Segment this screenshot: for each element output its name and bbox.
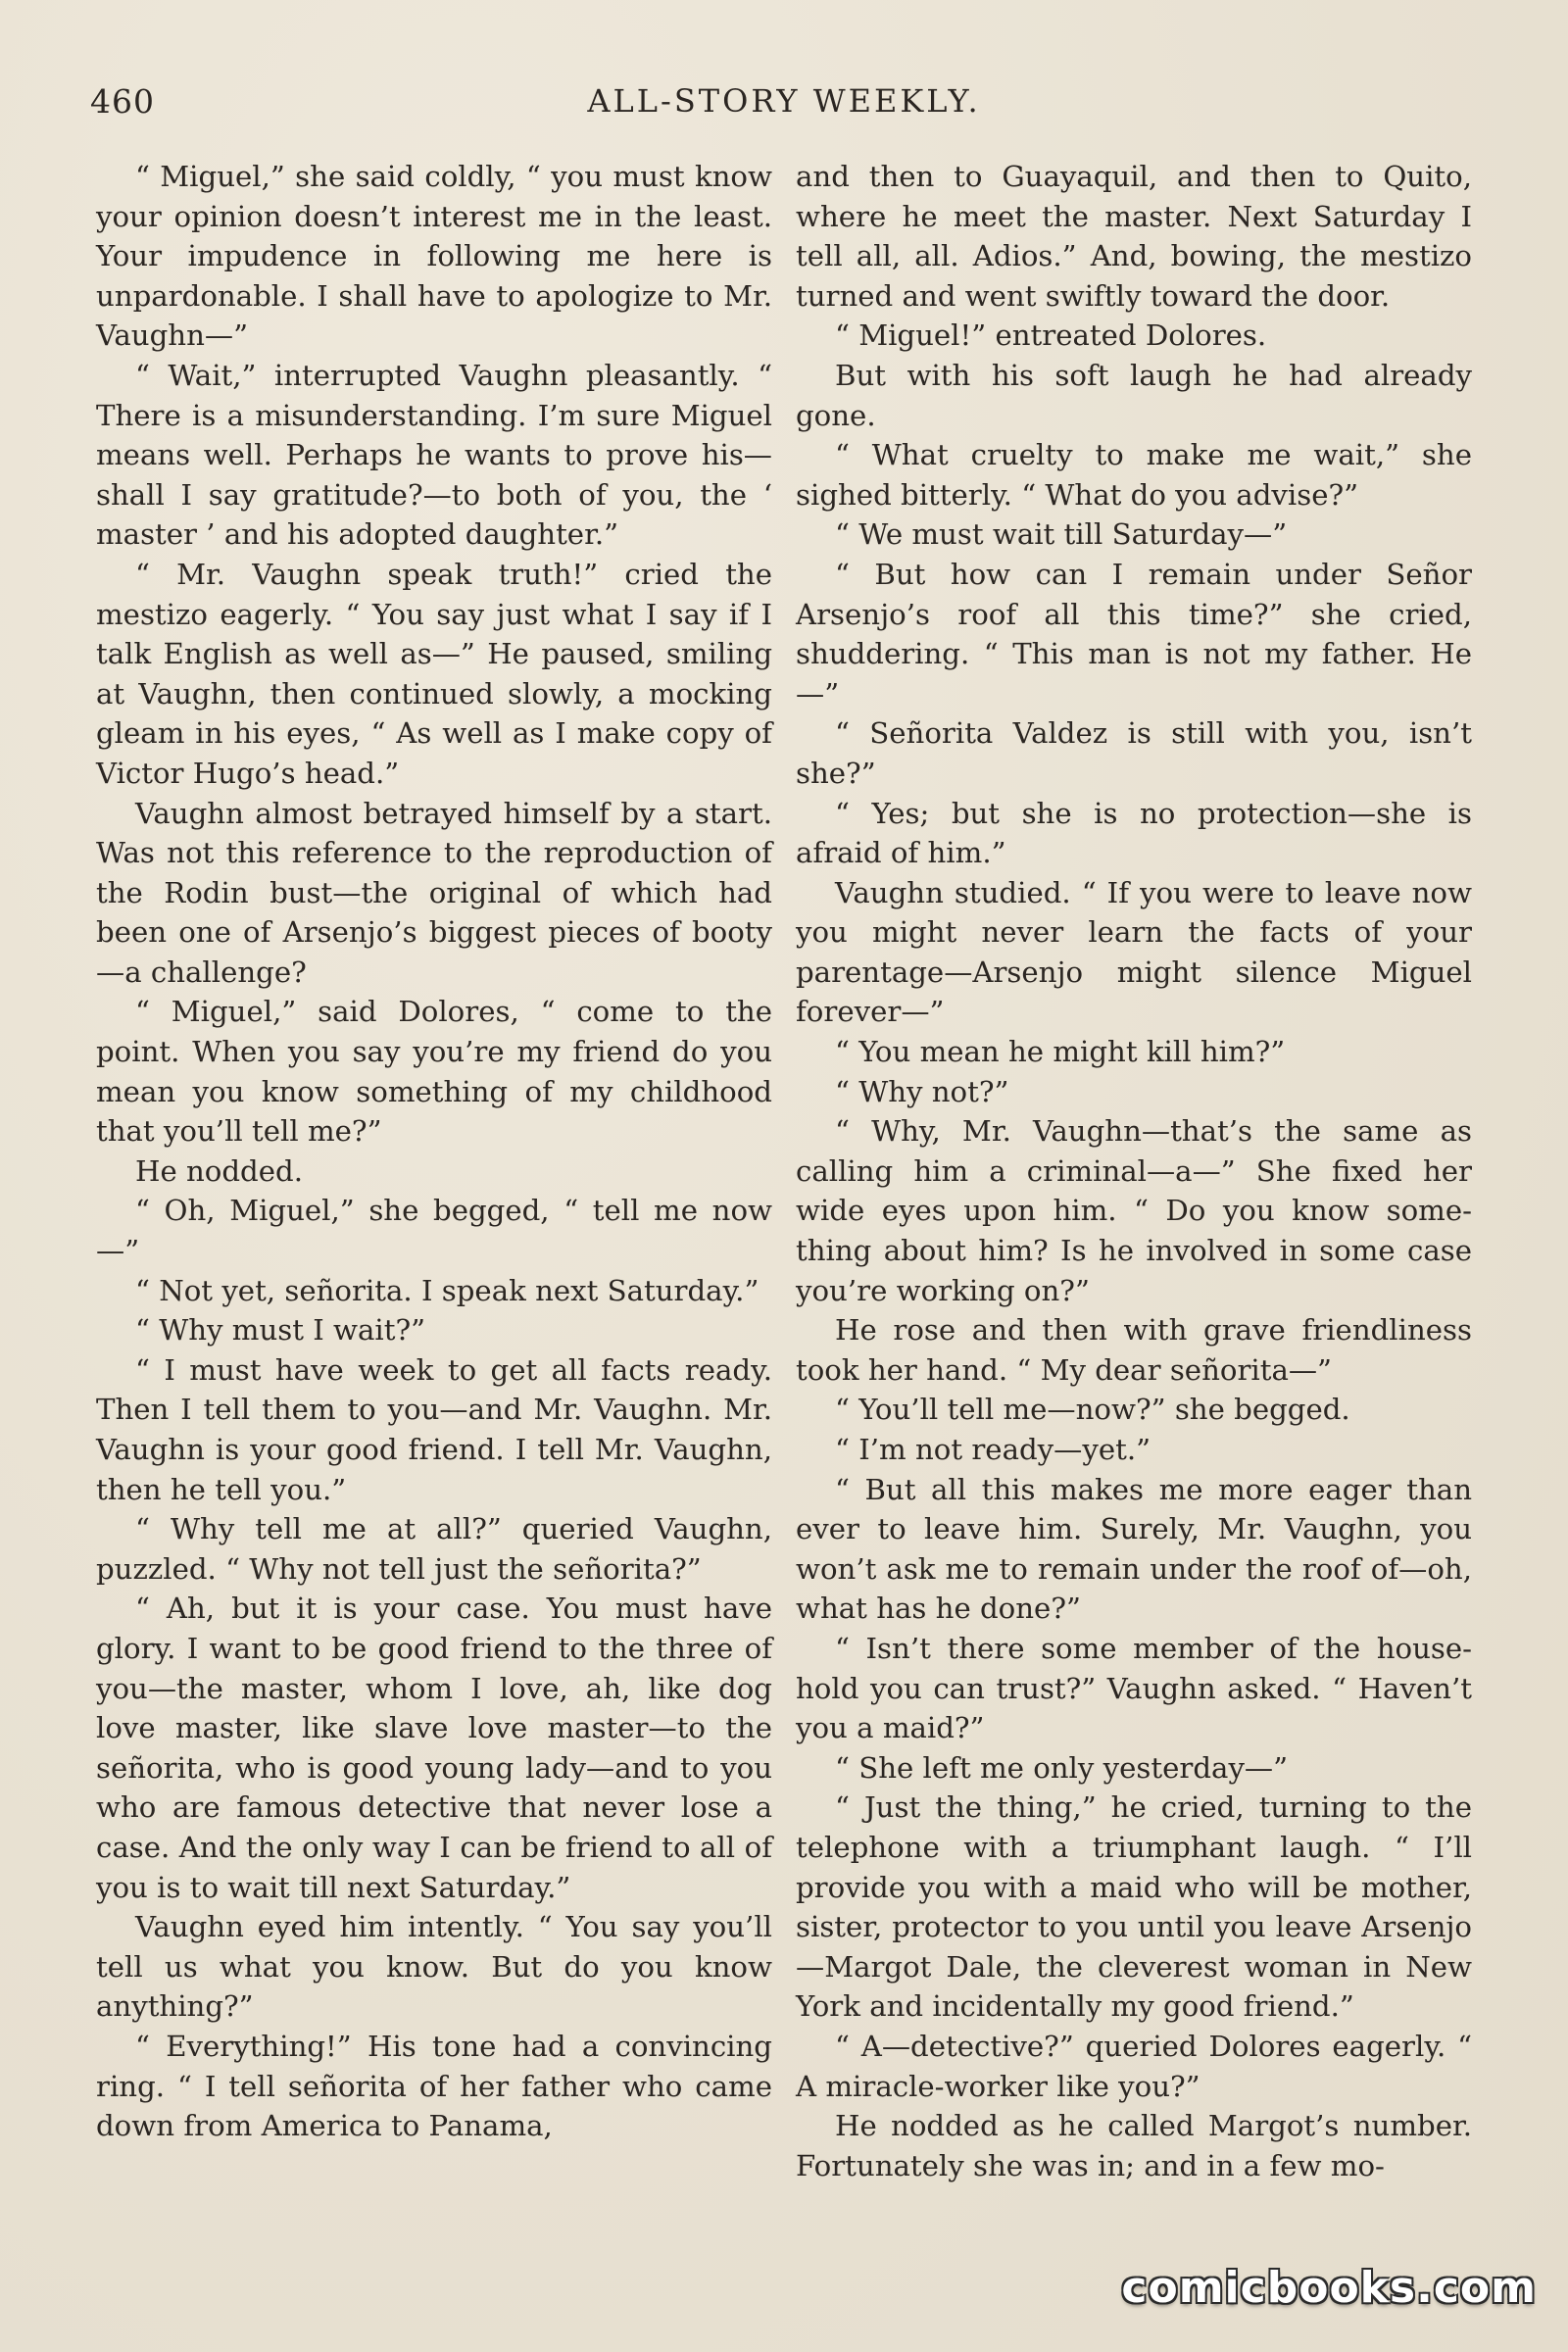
paragraph: “ Why tell me at all?” queried Vaughn, puzzled. “ Why not tell just the señorita?” [96,1512,772,1586]
paragraph: “ A—detective?” queried Dolores eagerly. “ A miracle-worker like you?” [796,2029,1472,2103]
paragraph: Vaughn almost betrayed himself by a start. Was not this reference to the reproduction of the Rodin bust—the original of which had been one of Arsenjo’s biggest pieces of booty—a challenge? [96,796,772,989]
left-column [96,157,772,2146]
page-number: 460 [90,82,155,121]
paragraph: “ But all this makes me more eager than ever to leave him. Surely, Mr. Vaughn, you won’t ask me to remain under the roof of—oh, what has he done?” [796,1472,1472,1626]
paragraph: “ Just the thing,” he cried, turning to the telephone with a triumphant laugh. “ I’ll provide you with a maid who will be mother, sister, protector to you until you leave Arsenjo—Margot Dale, the cleverest woman in New York and incidentally my good friend.” [796,1790,1472,2024]
paragraph: Vaughn eyed him intently. “ You say you’ll tell us what you know. But do you know anything?” [96,1910,772,2024]
paragraph: “ Miguel!” entreated Dolores. [835,318,1267,353]
paragraph: “ I’m not ready—yet.” [835,1433,1152,1466]
paragraph: He nodded. [135,1153,303,1188]
paragraph: “ We must wait till Saturday—” [835,517,1288,552]
paragraph: “ She left me only yesterday—” [835,1750,1289,1785]
paragraph: “ Wait,” interrupted Vaughn pleasantly. “ There is a misunderstanding. I’m sure Miguel means well. Perhaps he wants to prove his—shall I say gratitude?—to both of you, the ‘ master ’ and his adopted daughter.” [96,358,772,552]
paragraph: Vaughn studied. “ If you were to leave now you might never learn the facts of your parentage—Arsenjo might silence Miguel forever—” [796,875,1472,1029]
paragraph: “ Yes; but she is no protection—she is afraid of him.” [796,796,1472,870]
paragraph: “ Why must I wait?” [135,1313,426,1348]
paragraph: “ Isn’t there some member of the household you can trust?” Vaughn asked. “ Haven’t you a maid?” [796,1631,1472,1745]
paragraph: “ Mr. Vaughn speak truth!” cried the mestizo eagerly. “ You say just what I say if I talk English as well as—” He paused, smiling at Vaughn, then continued slowly, a mocking gleam in his eyes, “ As well as I make copy of Victor Hugo’s head.” [96,557,772,790]
paragraph: “ You mean he might kill him?” [835,1035,1286,1069]
paragraph: “ But how can I remain under Señor Arsenjo’s roof all this time?” she cried, shuddering. “ This man is not my father. He—” [796,557,1472,710]
paragraph: “ What cruelty to make me wait,” she sighed bitterly. “ What do you advise?” [796,438,1472,512]
paragraph: “ I must have week to get all facts ready. Then I tell them to you—and Mr. Vaughn. Mr. Vaughn is your good friend. I tell Mr. Vaughn, then he tell you.” [96,1352,772,1506]
paragraph: “ Miguel,” said Dolores, “ come to the point. When you say you’re my friend do you mean you know something of my childhood that you’ll tell me?” [96,995,772,1149]
watermark-logo: comicbooks.com [1121,2263,1537,2313]
paragraph: “ You’ll tell me—now?” she begged. [835,1393,1350,1427]
paragraph: He nodded as he called Margot’s number. Fortunately she was in; and in a few mo- [796,2109,1472,2182]
paragraph: “ Not yet, señorita. I speak next Saturday.” [135,1273,760,1307]
paragraph: But with his soft laugh he had already gone. [796,358,1472,432]
right-column [796,157,1472,2185]
paragraph: “ Miguel,” she said coldly, “ you must know your opinion doesn’t interest me in the least. Your impudence in following me here is unpardonable. I shall have to apologize to Mr. Vaughn—” [96,160,772,353]
paragraph: “ Why, Mr. Vaughn—that’s the same as calling him a criminal—a—” She fixed her wide eyes upon him. “ Do you know something about him? Is he involved in some case you’re working on?” [796,1114,1472,1307]
paragraph-continued: and then to Guayaquil, and then to Quito, where he meet the master. Next Saturday I tell all, all. Adios.” And, bowing, the mestizo turned and went swiftly toward the door. [796,160,1472,313]
paragraph: “ Why not?” [835,1074,1009,1108]
paragraph: “ Oh, Miguel,” she begged, “ tell me now—” [96,1194,772,1268]
paragraph: “ Señorita Valdez is still with you, isn’t she?” [796,716,1472,790]
running-head: ALL-STORY WEEKLY. [587,82,981,120]
paragraph: He rose and then with grave friendliness took her hand. “ My dear señorita—” [796,1313,1472,1387]
paragraph: “ Ah, but it is your case. You must have glory. I want to be good friend to the three of you—the master, whom I love, ah, like dog love master, like slave love master—to the señorita, who is good young lady—and to you who are famous detective that never lose a case. And the only way I can be friend to all of you is to wait till next Saturday.” [96,1592,772,1904]
paragraph: “ Everything!” His tone had a convincing ring. “ I tell señorita of her father who came down from America to Panama, [96,2029,772,2143]
